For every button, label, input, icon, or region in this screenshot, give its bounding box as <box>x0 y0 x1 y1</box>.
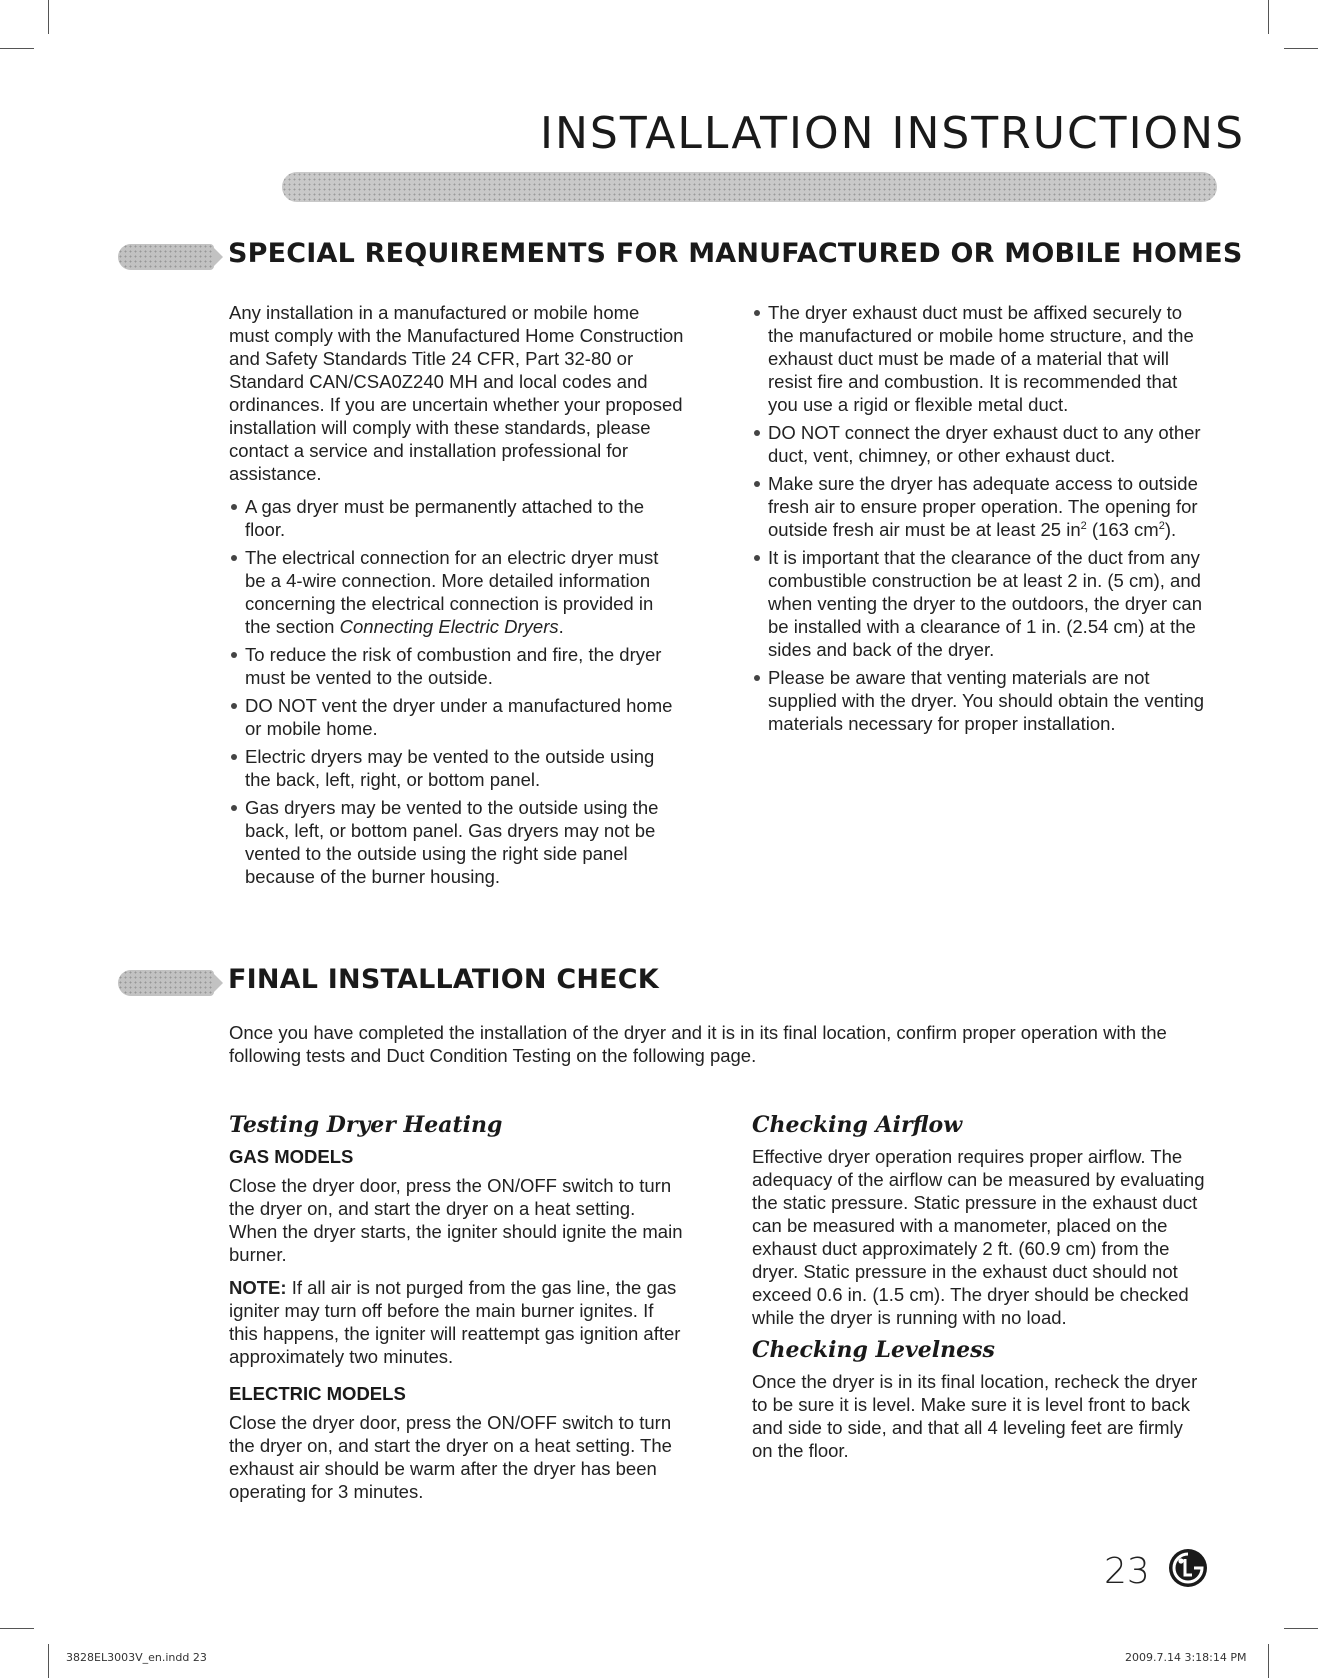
section-marker <box>118 970 214 996</box>
bullet-text: (163 cm <box>1086 519 1159 540</box>
superscript: 2 <box>1158 519 1165 532</box>
crop-mark <box>1284 48 1318 49</box>
list-item: DO NOT vent the dryer under a manufactured home or mobile home. <box>229 694 684 740</box>
lg-logo-icon <box>1168 1548 1208 1588</box>
bullet-text: The electrical connection for an electric dryer must be a 4-wire connection. More detailed information concerning the electrical connection is provided in the section <box>245 547 659 637</box>
crop-mark <box>48 0 49 34</box>
section-reference: Connecting Electric Dryers <box>339 616 559 637</box>
bullet-text: . <box>558 616 564 637</box>
list-item <box>752 472 1207 541</box>
list-item: To reduce the risk of combustion and fire, the dryer must be vented to the outside. <box>229 643 684 689</box>
electric-models-heading: ELECTRIC MODELS <box>229 1383 406 1404</box>
page-title: INSTALLATION INSTRUCTIONS <box>540 108 1246 159</box>
crop-mark <box>48 1644 49 1678</box>
list-item: It is important that the clearance of the duct from any combustible construction be at least 2 in. (5 cm), and when venting the dryer to the outdoors, the dryer can be installed with a clearance of 1 in. (2.54 cm) at the sides and back of the dryer. <box>752 546 1207 661</box>
final-intro <box>229 1021 1209 1077</box>
crop-mark <box>0 48 34 49</box>
testing-heating-heading: Testing Dryer Heating <box>229 1112 503 1138</box>
crop-mark <box>1268 1644 1269 1678</box>
list-item: DO NOT connect the dryer exhaust duct to any other duct, vent, chimney, or other exhaust duct. <box>752 421 1207 467</box>
special-left-column <box>229 301 684 893</box>
checking-airflow-text: Effective dryer operation requires proper airflow. The adequacy of the airflow can be measured by evaluating the static pressure. Static pressure in the exhaust duct can be measured with a manometer, placed on the exhaust duct approximately 2 ft. (60.9 cm) from the dryer. Static pressure in the exhaust duct should not exceed 0.6 in. (1.5 cm). The dryer should be checked while the dryer is running with no load. <box>752 1146 1205 1328</box>
special-intro: Any installation in a manufactured or mobile home must comply with the Manufactured Home Construction and Safety Standards Title 24 CFR, Part 32-80 or Standard CAN/CSA0Z240 MH and local codes and ordinances. If you are uncertain whether your proposed installation will comply with these standards, please contact a service and installation professional for assistance. <box>229 302 684 484</box>
crop-mark <box>0 1628 34 1629</box>
gas-models-heading: GAS MODELS <box>229 1146 354 1167</box>
note-label: NOTE: <box>229 1277 287 1298</box>
list-item: Gas dryers may be vented to the outside using the back, left, or bottom panel. Gas dryers may not be vented to the outside using the right side panel because of the burner housing. <box>229 796 684 888</box>
bullet-text: ). <box>1164 519 1177 540</box>
footer-file: 3828EL3003V_en.indd 23 <box>66 1651 207 1664</box>
final-right-column <box>752 1114 1207 1472</box>
footer-timestamp: 2009.7.14 3:18:14 PM <box>1125 1651 1247 1664</box>
special-right-column <box>752 301 1207 740</box>
list-item: A gas dryer must be permanently attached to the floor. <box>229 495 684 541</box>
crop-mark <box>1284 1628 1318 1629</box>
final-left-column <box>229 1114 684 1513</box>
bullet-text: Make sure the dryer has adequate access to outside fresh air to ensure proper operation. The opening for outside fresh air must be at least 25 in <box>768 473 1198 540</box>
checking-levelness-heading: Checking Levelness <box>752 1337 995 1363</box>
list-item: The dryer exhaust duct must be affixed securely to the manufactured or mobile home structure, and the exhaust duct must be made of a material that will resist fire and combustion. It is recommended that you use a rigid or flexible metal duct. <box>752 301 1207 416</box>
section-marker <box>118 244 214 270</box>
title-decor-bar <box>282 172 1217 202</box>
final-check-heading: FINAL INSTALLATION CHECK <box>228 964 659 995</box>
note-text: If all air is not purged from the gas line, the gas igniter may turn off before the main burner ignites. If this happens, the igniter will reattempt gas ignition after approximately two minutes. <box>229 1277 681 1367</box>
note-paragraph <box>229 1276 684 1368</box>
gas-models-text: Close the dryer door, press the ON/OFF switch to turn the dryer on, and start the dryer on a heat setting. When the dryer starts, the igniter should ignite the main burner. <box>229 1175 683 1265</box>
list-item: Please be aware that venting materials are not supplied with the dryer. You should obtain the venting materials necessary for proper installation. <box>752 666 1207 735</box>
electric-models-text: Close the dryer door, press the ON/OFF switch to turn the dryer on, and start the dryer on a heat setting. The exhaust air should be warm after the dryer has been operating for 3 minutes. <box>229 1412 672 1502</box>
checking-levelness-text: Once the dryer is in its final location, recheck the dryer to be sure it is level. Make sure it is level front to back and side to side, and that all 4 leveling feet are firmly on the floor. <box>752 1371 1198 1461</box>
list-item: Electric dryers may be vented to the outside using the back, left, right, or bottom panel. <box>229 745 684 791</box>
crop-mark <box>1268 0 1269 34</box>
special-left-bullets <box>229 495 684 888</box>
superscript: 2 <box>1080 519 1087 532</box>
list-item <box>229 546 684 638</box>
checking-airflow-heading: Checking Airflow <box>752 1112 963 1138</box>
final-intro-text: Once you have completed the installation of the dryer and it is in its final location, confirm proper operation with the following tests and Duct Condition Testing on the following page. <box>229 1022 1167 1066</box>
special-right-bullets <box>752 301 1207 735</box>
special-requirements-heading: SPECIAL REQUIREMENTS FOR MANUFACTURED OR MOBILE HOMES <box>228 238 1243 269</box>
page-number: 23 <box>1104 1551 1150 1592</box>
